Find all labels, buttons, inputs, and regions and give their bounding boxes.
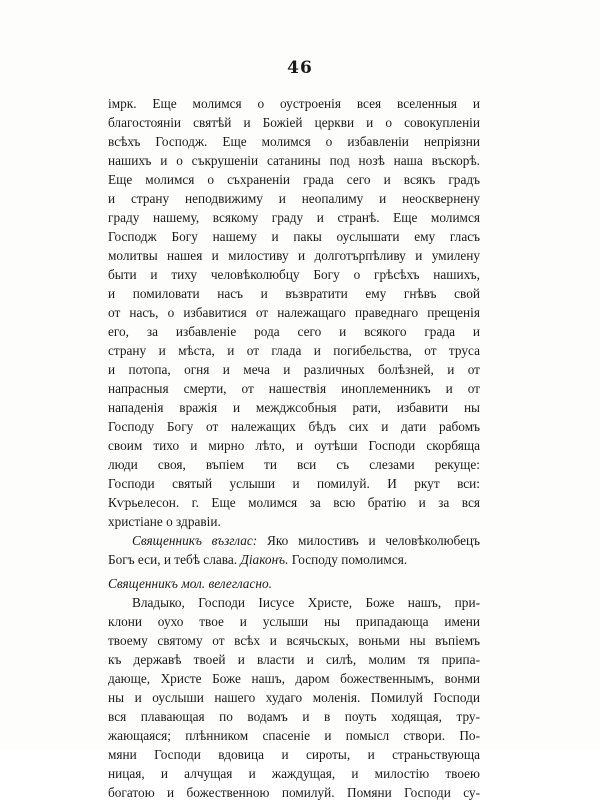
text-line: Господж Богу нашему и пакы оуслышати ему гласъ: [108, 229, 480, 244]
exclamation-paragraph: [108, 531, 480, 569]
text-line: быти и тиху человѣколюбцу Богу о грѣсѣхъ нашихъ,: [108, 267, 480, 282]
text-line: люди своя, въпіем ти вси съ слезами рекуще:: [108, 457, 480, 472]
text-line: граду нашему, всякому граду и странѣ. Еще молимся: [108, 210, 480, 225]
text-line: Кѵрьелесон. г. Еще молимся за всю братію и за вся: [108, 495, 480, 510]
text-line: и страну неподвижиму и неопалиму и неосквернену: [108, 191, 480, 206]
text-line: мяни Господи вдовица и сироты, и страньствующа: [108, 747, 480, 762]
page-number: 46: [287, 58, 313, 78]
text-line: страну и мѣста, и от глада и погибельства, от труса: [108, 343, 480, 358]
text-span: Господу помолимся.: [291, 552, 408, 567]
text-line: напрасныя смерти, от нашествія иноплеменникъ и от: [108, 381, 480, 396]
text-line: ницая, и алчущая и жаждущая, и милостію твоею: [108, 766, 480, 781]
text-line: всѣхъ Господж. Еще молимся о избавленіи непріязни: [108, 134, 480, 149]
deacon-label: Діаконъ.: [240, 552, 289, 567]
text-line: нападенія вражія и межджсобныя рати, избавити ны: [108, 400, 480, 415]
text-line: [108, 550, 480, 569]
text-line: клони оухо твое и услыши ны припадающа имени: [108, 614, 480, 629]
text-line: благостояніи святѣй и Божіей церкви и о совокупленіи: [108, 115, 480, 130]
heading-line: Священникъ мол. велегласно.: [108, 576, 272, 591]
text-line: Господу Богу от належащих бѣдъ сих и дати рабомъ: [108, 419, 480, 434]
text-block: [108, 94, 480, 802]
text-line: своим тихо и мирно лѣто, и оутѣши Господи скорбяща: [108, 438, 480, 453]
text-line: вся плавающая по водамъ и в поуть ходящая, тру-: [108, 709, 480, 724]
text-line: [108, 531, 480, 550]
text-line: твоему святому от всѣх и всячьскых, воньми ны въпіемъ: [108, 633, 480, 648]
paragraph-litany: [108, 94, 480, 531]
text-line: нашихъ и о съкрушеніи сатанины под нозѣ наша въскорѣ.: [108, 153, 480, 168]
text-line: імрк. Еще молимся о оустроенія всея вселенныя и: [108, 96, 480, 111]
text-line: и помиловати насъ и възвратити ему гнѣвъ свой: [108, 286, 480, 301]
text-line: его, за избавленіе рода сего и всякого града и: [108, 324, 480, 339]
text-line: богатою и божественною помилуй. Помяни Господи су-: [108, 785, 480, 800]
text-line: Господи святый услыши и помилуй. И ркут вси:: [108, 476, 480, 491]
text-span: Яко милостивъ и человѣколюбецъ: [266, 533, 480, 548]
paragraph-prayer: [108, 593, 480, 802]
text-line: Еще молимся о съхраненіи града сего и всякъ градъ: [108, 172, 480, 187]
text-line: христіане о здравіи.: [108, 514, 221, 529]
text-line: Владыко, Господи Іисусе Христе, Боже нашъ, при-: [132, 595, 480, 610]
priest-exclamation-label: Священникъ възглас:: [132, 533, 258, 548]
text-line: къ державѣ твоей и власти и силѣ, молим тя припа-: [108, 652, 480, 667]
text-line: дающе, Христе Боже нашъ, даром божественнымъ, вонми: [108, 671, 480, 686]
text-line: жающаяся; плѣнником спасеніе и помысл створи. По-: [108, 728, 480, 743]
prayer-heading: [108, 574, 480, 593]
text-span: Богъ еси, и тебѣ слава.: [108, 552, 238, 567]
text-line: и потопа, огня и меча и различных болѣзней, и от: [108, 362, 480, 377]
text-line: молитвы нашея и милостиву и долготърпѣливу и умилену: [108, 248, 480, 263]
text-line: от насъ, о избавитися от належащаго праведнаго прещенія: [108, 305, 480, 320]
text-line: ны и оуслыши нашего худаго моленія. Помилуй Господи: [108, 690, 480, 705]
